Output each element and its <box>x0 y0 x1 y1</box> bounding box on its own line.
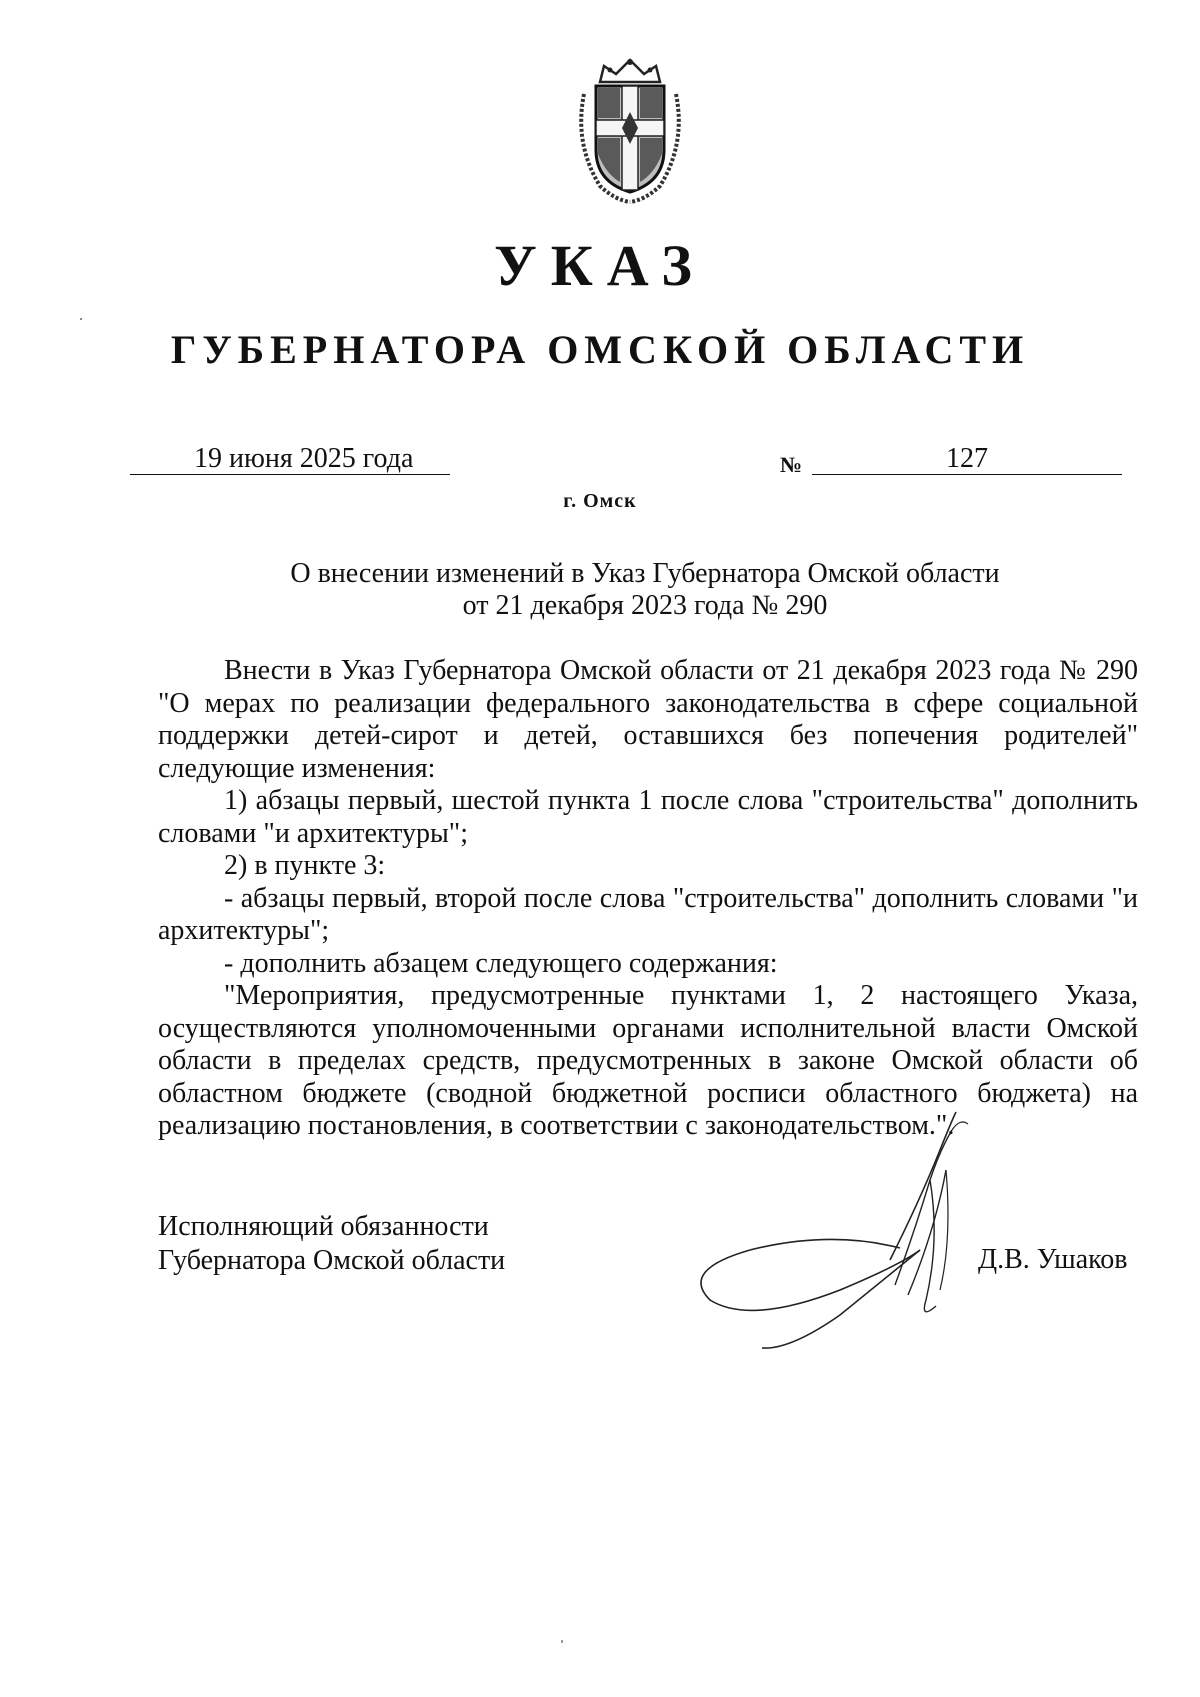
document-body <box>158 655 1138 1143</box>
scan-speck <box>80 318 82 320</box>
signer-position-line-1: Исполняющий обязанности <box>158 1211 489 1242</box>
number-label: № <box>780 452 803 477</box>
signer-position <box>158 1210 505 1278</box>
document-date: 19 июня 2025 года <box>194 443 414 474</box>
body-paragraph: 1) абзацы первый, шестой пункта 1 после слова "строительства" дополнить словами "и архитектуры"; <box>158 785 1138 849</box>
body-paragraph: - дополнить абзацем следующего содержания: <box>224 947 778 979</box>
subject-line-2: от 21 декабря 2023 года № 290 <box>462 590 828 621</box>
document-title: УКАЗ <box>494 233 706 298</box>
document-number: 127 <box>812 444 1122 475</box>
signer-position-line-2: Губернатора Омской области <box>158 1245 506 1276</box>
body-paragraph: Внести в Указ Губернатора Омской области от 21 декабря 2023 года № 290 "О мерах по реализации федерального законодательства в сфере социальной поддержки детей-сирот и детей, оставшихся без попечения родителей" следующие изменения: <box>158 655 1138 784</box>
handwritten-signature <box>690 1110 1050 1360</box>
subject-line-1: О внесении изменений в Указ Губернатора Омской области <box>290 558 1000 589</box>
body-paragraph: - абзацы первый, второй после слова "строительства" дополнить словами "и архитектуры"; <box>158 882 1138 946</box>
scan-speck <box>561 1640 563 1643</box>
document-date-field <box>130 444 450 475</box>
signer-name: Д.В. Ушаков <box>978 1244 1128 1275</box>
document-city: г. Омск <box>563 490 637 512</box>
document-subject <box>0 558 1200 622</box>
body-paragraph: 2) в пункте 3: <box>224 850 386 881</box>
body-paragraph: "Мероприятия, предусмотренные пунктами 1, 2 настоящего Указа, осуществляются уполномоченными органами исполнительной власти Омской области в пределах средств, предусмотренных в законе Омской области об областном бюджете (сводной бюджетной росписи областного бюджета) на реализацию постановления, в соответствии с законодательством.". <box>158 980 1138 1141</box>
coat-of-arms-emblem <box>570 54 690 204</box>
document-subtitle: ГУБЕРНАТОРА ОМСКОЙ ОБЛАСТИ <box>170 327 1030 372</box>
